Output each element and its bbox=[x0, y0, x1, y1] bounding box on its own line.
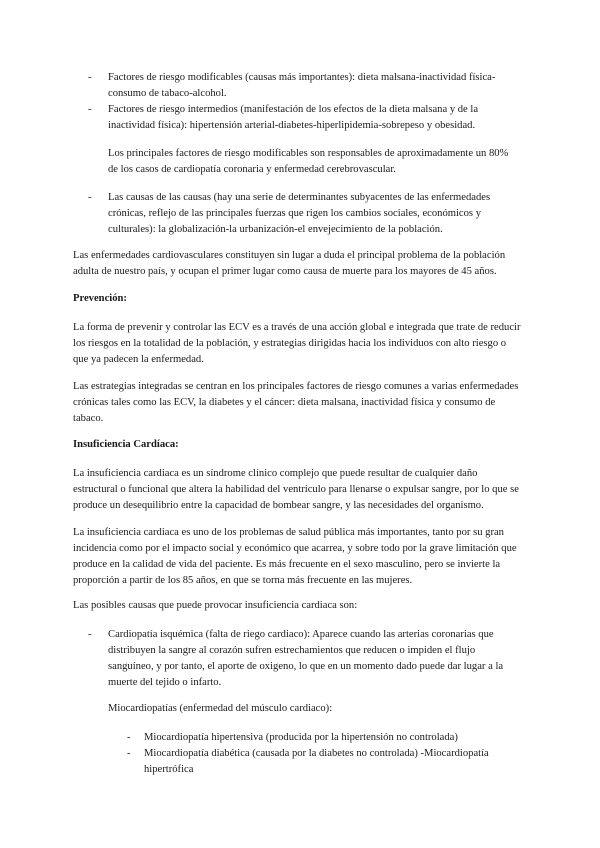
bullet-dash: - bbox=[88, 629, 92, 640]
cardiomyopathies-label: Miocardiopatías (enfermedad del músculo cardiaco): bbox=[108, 703, 333, 714]
bullet-dash: - bbox=[88, 72, 92, 83]
list-item-text: Las causas de las causas (hay una serie de determinantes subyacentes de las enfermedades crónicas, reflejo de las principales fuerzas que rigen los cambios sociales, económicos y culturales): la globalización-la urbanización-el envejecimiento de la población. bbox=[108, 192, 491, 235]
risk-note-paragraph: Los principales factores de riesgo modificables son responsables de aproximadamente un 80% de los casos de cardiopatía coronaria y enfermedad cerebrovascular. bbox=[108, 148, 509, 175]
list-item bbox=[88, 70, 518, 102]
list-item-text: Factores de riesgo intermedios (manifestación de los efectos de la dieta malsana y de la inactividad física): hipertensión arterial-diabetes-hiperlipidemia-sobrepeso y obesidad. bbox=[108, 104, 479, 131]
bullet-dash: - bbox=[88, 192, 92, 203]
bullet-dash: - bbox=[88, 104, 92, 115]
causes-intro-paragraph: Las posibles causas que puede provocar insuficiencia cardiaca son: bbox=[73, 600, 358, 611]
list-item-text: Miocardiopatía hipertensiva (producida por la hipertensión no controlada) bbox=[144, 732, 458, 743]
prevention-heading: Prevención: bbox=[73, 293, 127, 304]
prevention-paragraph-1: La forma de prevenir y controlar las ECV es a través de una acción global e integrada que trate de reducir los riesgos en la totalidad de la población, y estrategias dirigidas hacia los individuos con alto riesgo o que ya padecen la enfermedad. bbox=[73, 322, 521, 365]
bullet-dash: - bbox=[127, 748, 131, 759]
heart-failure-heading: Insuficiencia Cardíaca: bbox=[73, 439, 179, 450]
list-item-text: Miocardiopatía diabética (causada por la diabetes no controlada) -Miocardiopatía hipertrófica bbox=[144, 748, 489, 775]
list-item-text: Cardiopatía isquémica (falta de riego cardiaco): Aparece cuando las arterias coronarias que distribuyen la sangre al corazón sufren estrechamientos que reducen o impiden el flujo sanguíneo, y por tanto, el aporte de oxigeno, lo que en un momento dado puede dar lugar a la muerte del tejido o infarto. bbox=[108, 629, 504, 688]
main-problem-paragraph: Las enfermedades cardiovasculares constituyen sin lugar a duda el principal problema de la población adulta de nuestro país, y ocupan el primer lugar como causa de muerte para los mayores de 45 años. bbox=[73, 250, 506, 277]
list-item-text: Factores de riesgo modificables (causas más importantes): dieta malsana-inactividad física-consumo de tabaco-alcohol. bbox=[108, 72, 496, 99]
list-item bbox=[127, 730, 522, 746]
heart-failure-paragraph-1: La insuficiencia cardiaca es un síndrome clínico complejo que puede resultar de cualquier daño estructural o funcional que altera la habilidad del ventrículo para llenarse o expulsar sangre, por lo que se produce un desequilibrio entre la capacidad de bombear sangre, y las necesidades del organismo. bbox=[73, 468, 519, 511]
prevention-paragraph-2: Las estrategias integradas se centran en los principales factores de riesgo comunes a varias enfermedades crónicas tales como las ECV, la diabetes y el cáncer: dieta malsana, inactividad física y consumo de tabaco. bbox=[73, 381, 519, 424]
list-item bbox=[88, 102, 518, 134]
heart-failure-paragraph-2: La insuficiencia cardiaca es uno de los problemas de salud pública más importantes, tanto por su gran incidencia como por el impacto social y económico que acarrea, y sobre todo por la grave limitación que produce en la calidad de vida del paciente. Es más frecuente en el sexo masculino, pero se invierte la proporción a partir de los 85 años, en que se torna más frecuente en las mujeres. bbox=[73, 527, 517, 586]
list-item bbox=[127, 746, 522, 778]
list-item bbox=[88, 190, 518, 238]
list-item bbox=[88, 627, 518, 691]
bullet-dash: - bbox=[127, 732, 131, 743]
